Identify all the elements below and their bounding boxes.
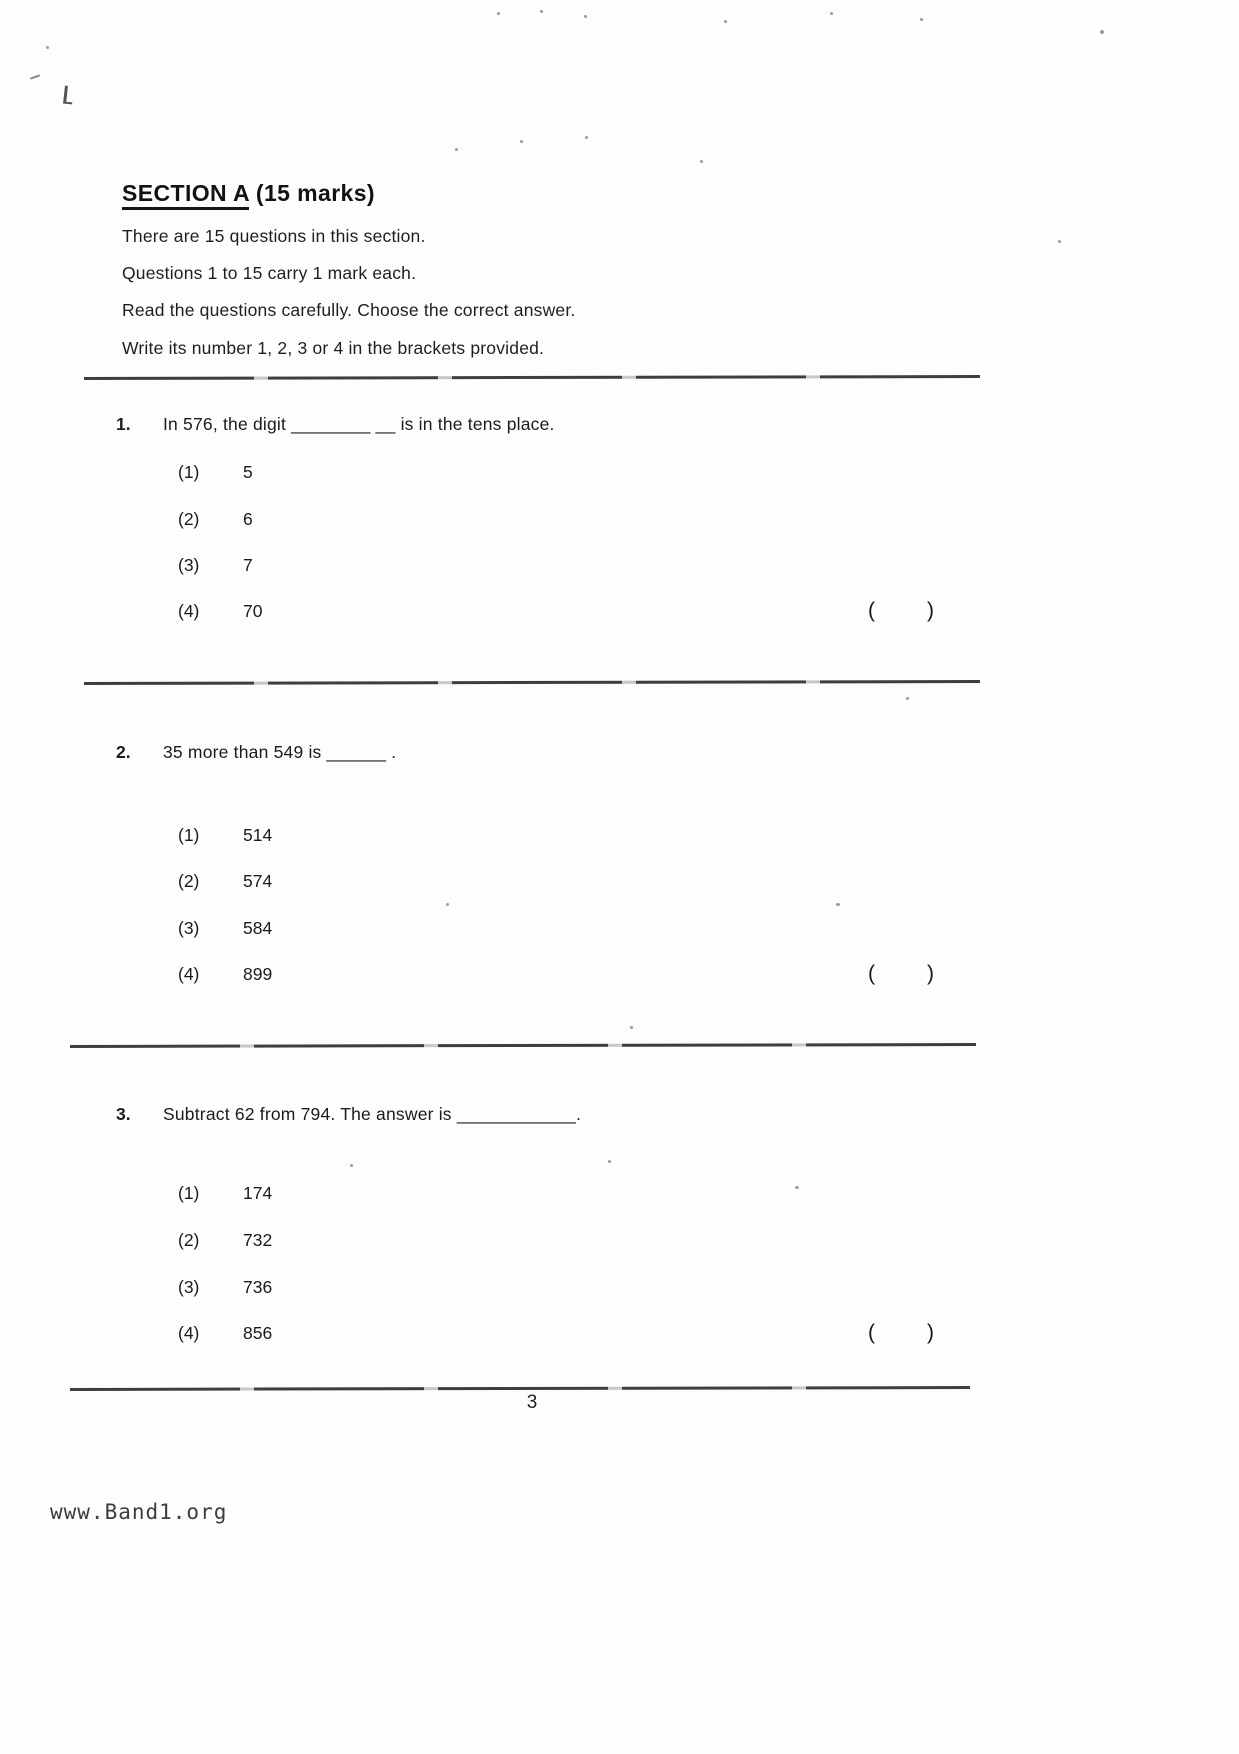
option-value: 7	[243, 555, 253, 575]
question-number: 3.	[116, 1104, 131, 1124]
bracket-open: (	[868, 1321, 875, 1344]
bracket-open: (	[868, 962, 875, 985]
scan-speckle	[920, 18, 923, 21]
scan-speckle	[585, 136, 588, 139]
question-2	[0, 736, 1239, 1016]
scan-mark	[30, 74, 40, 79]
bracket-close: )	[927, 1321, 934, 1344]
option-label: (4)	[178, 1323, 200, 1343]
section-title	[122, 180, 375, 207]
section-divider	[70, 1043, 976, 1047]
option-value: 514	[243, 825, 273, 845]
option-row	[0, 462, 1239, 486]
option-row	[0, 964, 1239, 988]
option-label: (4)	[178, 964, 200, 984]
option-label: (2)	[178, 871, 200, 891]
section-divider	[84, 680, 980, 684]
option-row	[0, 601, 1239, 625]
question-text: 35 more than 549 is ______ .	[163, 742, 397, 762]
option-label: (4)	[178, 601, 200, 621]
option-value: 70	[243, 601, 263, 621]
option-label: (2)	[178, 1230, 200, 1250]
scan-speckle	[830, 12, 833, 15]
option-label: (1)	[178, 462, 200, 482]
scan-speckle	[497, 12, 500, 15]
question-text: Subtract 62 from 794. The answer is ____________.	[163, 1104, 582, 1124]
section-title-underlined: SECTION A	[122, 180, 249, 210]
scan-speckle	[584, 15, 587, 18]
bracket-open: (	[868, 599, 875, 622]
option-row	[0, 871, 1239, 895]
section-divider	[70, 1386, 970, 1390]
scan-speckle	[1100, 30, 1104, 34]
option-value: 732	[243, 1230, 273, 1250]
answer-bracket	[868, 1321, 934, 1345]
bracket-close: )	[927, 599, 934, 622]
option-value: 899	[243, 964, 273, 984]
option-value: 5	[243, 462, 253, 482]
scan-speckle	[906, 697, 909, 700]
option-label: (3)	[178, 555, 200, 575]
question-number: 1.	[116, 414, 131, 434]
scan-speckle	[520, 140, 523, 143]
scan-speckle	[1058, 240, 1061, 243]
option-label: (1)	[178, 1183, 200, 1203]
option-row	[0, 1183, 1239, 1207]
option-row	[0, 555, 1239, 579]
instruction-line: Questions 1 to 15 carry 1 mark each.	[122, 263, 417, 283]
option-row	[0, 509, 1239, 533]
section-title-marks: (15 marks)	[249, 180, 375, 206]
option-value: 584	[243, 918, 273, 938]
scan-speckle	[630, 1026, 633, 1029]
option-row	[0, 1277, 1239, 1301]
question-3	[0, 1098, 1239, 1378]
option-label: (2)	[178, 509, 200, 529]
option-value: 856	[243, 1323, 273, 1343]
option-label: (3)	[178, 1277, 200, 1297]
scan-speckle	[724, 20, 727, 23]
answer-bracket	[868, 962, 934, 986]
option-value: 174	[243, 1183, 273, 1203]
watermark: www.Band1.org	[50, 1500, 228, 1524]
option-label: (3)	[178, 918, 200, 938]
scan-speckle	[46, 46, 49, 49]
option-label: (1)	[178, 825, 200, 845]
option-row	[0, 1230, 1239, 1254]
instruction-line: There are 15 questions in this section.	[122, 226, 426, 246]
question-1	[0, 408, 1239, 648]
option-value: 736	[243, 1277, 273, 1297]
question-text: In 576, the digit ________ __ is in the tens place.	[163, 414, 555, 434]
scan-speckle	[540, 10, 543, 13]
option-row	[0, 1323, 1239, 1347]
option-value: 6	[243, 509, 253, 529]
option-value: 574	[243, 871, 273, 891]
scan-speckle	[700, 160, 703, 163]
instruction-line: Write its number 1, 2, 3 or 4 in the brackets provided.	[122, 338, 545, 358]
instruction-line: Read the questions carefully. Choose the correct answer.	[122, 300, 576, 320]
option-row	[0, 918, 1239, 942]
section-divider	[84, 375, 980, 379]
option-row	[0, 825, 1239, 849]
page-number: 3	[526, 1392, 538, 1413]
corner-artifact	[63, 86, 74, 105]
scan-speckle	[455, 148, 458, 151]
answer-bracket	[868, 599, 934, 623]
question-number: 2.	[116, 742, 131, 762]
bracket-close: )	[927, 962, 934, 985]
